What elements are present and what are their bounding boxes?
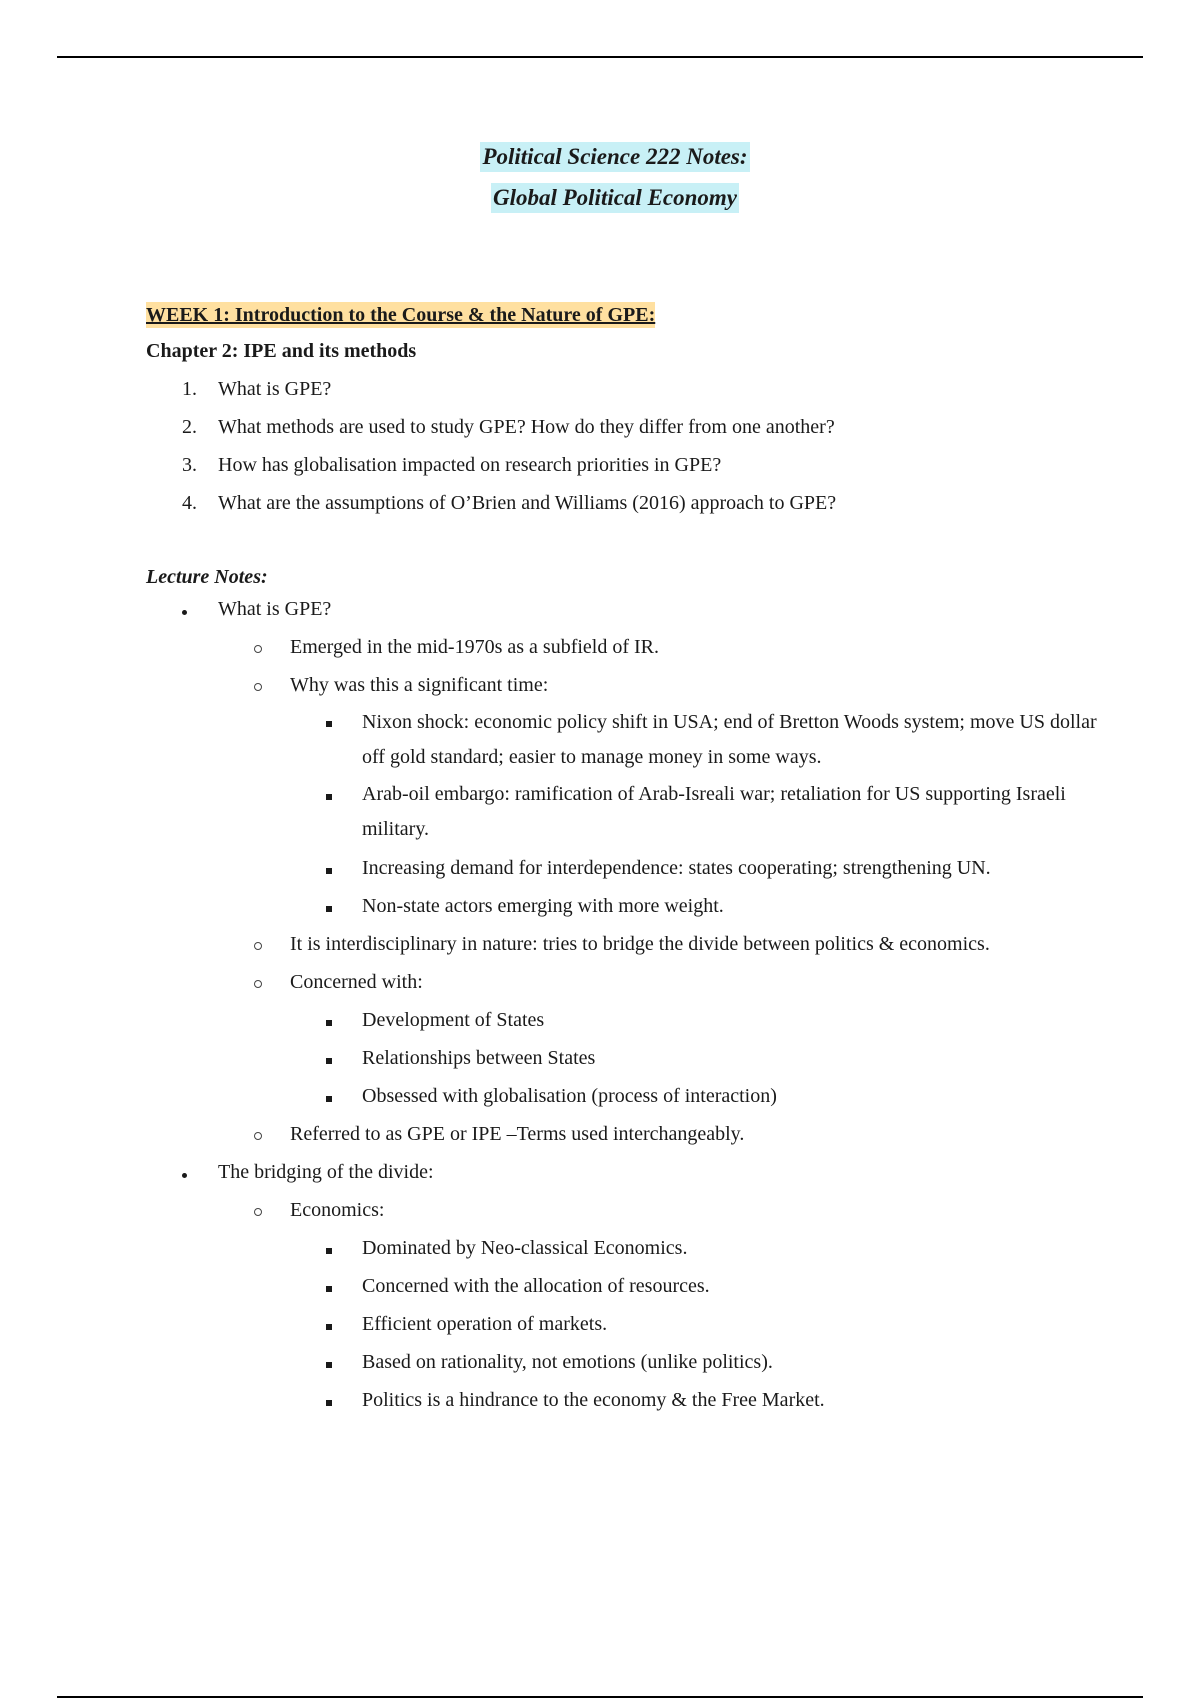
list-item: Concerned with the allocation of resources.	[218, 1267, 1106, 1305]
header-rule	[57, 56, 1143, 58]
list-item: Referred to as GPE or IPE –Terms used interchangeably.	[146, 1115, 1106, 1153]
question-item: 1. What is GPE?	[182, 378, 332, 400]
bullet-circle-icon	[254, 942, 262, 950]
list-item: Non-state actors emerging with more weight.	[218, 887, 1106, 925]
list-item: Concerned with: Development of States Relationships between States Obsessed with globalisation (process of interaction)	[146, 963, 1106, 1115]
bullet-circle-icon	[254, 1208, 262, 1216]
list-item: Development of States	[218, 1001, 1106, 1039]
sub-list	[218, 1191, 1106, 1419]
bullet-square-icon	[326, 1324, 332, 1330]
sub-sub-list	[218, 1229, 1106, 1419]
list-item: Based on rationality, not emotions (unlike politics).	[218, 1343, 1106, 1381]
title-line-1: Political Science 222 Notes:	[480, 142, 749, 172]
chapter-heading: Chapter 2: IPE and its methods	[146, 340, 417, 362]
sub-sub-list	[218, 1001, 1106, 1115]
footer-rule	[57, 1696, 1143, 1698]
bullet-square-icon	[326, 1020, 332, 1026]
list-item: Dominated by Neo-classical Economics.	[218, 1229, 1106, 1267]
sub-sub-list	[218, 704, 1106, 925]
bullet-square-icon	[326, 1058, 332, 1064]
bullet-circle-icon	[254, 683, 262, 691]
list-item: Relationships between States	[218, 1039, 1106, 1077]
list-item: Arab-oil embargo: ramification of Arab-Isreali war; retaliation for US supporting Israeli military.	[218, 777, 1106, 849]
list-item: Politics is a hindrance to the economy & the Free Market.	[218, 1381, 1106, 1419]
bullet-square-icon	[326, 868, 332, 874]
bullet-circle-icon	[254, 645, 262, 653]
document-title	[0, 142, 1200, 224]
bullet-square-icon	[326, 1286, 332, 1292]
list-item: It is interdisciplinary in nature: tries to bridge the divide between politics & economics.	[146, 925, 1106, 963]
bullet-square-icon	[326, 794, 332, 800]
bullet-square-icon	[326, 1248, 332, 1254]
title-line-2: Global Political Economy	[491, 183, 739, 213]
lecture-notes-list	[146, 590, 1106, 1419]
document-body	[146, 302, 1106, 1419]
list-item: What is GPE? Emerged in the mid-1970s as a subfield of IR. Why was this a significant time: Nixon shock: economic policy shift in USA; end of Bretton Woods system; move US dollar off gold standard; easier to manage money in some ways. Arab-oil embargo: ramification of Arab-Isreali war; retaliation for US supporting Israeli military. Increasing demand for interdependence: states cooperating; strengthening UN. Non-state actors emerging with more weight. It is interdisciplinary in nature: tries to bridge the divide between politics & economics. Concerned with: Development of States Relationships between States Obsessed with globalisation (process of interaction) Referred to as GPE or IPE –Terms used interchangeably.	[146, 590, 1106, 1153]
list-item: The bridging of the divide: Economics: Dominated by Neo-classical Economics. Concerned with the allocation of resources. Efficient operation of markets. Based on rationality, not emotions (unlike politics). Politics is a hindrance to the economy & the Free Market.	[146, 1153, 1106, 1419]
list-item: Increasing demand for interdependence: states cooperating; strengthening UN.	[218, 849, 1106, 887]
bullet-square-icon	[326, 721, 332, 727]
bullet-dot-icon	[182, 610, 187, 615]
list-item: Nixon shock: economic policy shift in USA; end of Bretton Woods system; move US dollar off gold standard; easier to manage money in some ways.	[218, 704, 1106, 777]
question-item: 2. What methods are used to study GPE? How do they differ from one another?	[182, 416, 835, 438]
bullet-square-icon	[326, 906, 332, 912]
bullet-circle-icon	[254, 980, 262, 988]
bullet-circle-icon	[254, 1132, 262, 1140]
lecture-notes-heading: Lecture Notes:	[146, 566, 268, 588]
bullet-dot-icon	[182, 1173, 187, 1178]
question-item: 4. What are the assumptions of O’Brien and Williams (2016) approach to GPE?	[182, 492, 837, 514]
week-heading: WEEK 1: Introduction to the Course & the Nature of GPE:	[146, 304, 656, 326]
list-item: Emerged in the mid-1970s as a subfield of IR.	[146, 628, 1106, 666]
sub-list	[218, 628, 1106, 1153]
question-list	[146, 376, 1106, 528]
list-item: Obsessed with globalisation (process of interaction)	[218, 1077, 1106, 1115]
list-item: Economics: Dominated by Neo-classical Economics. Concerned with the allocation of resources. Efficient operation of markets. Based on rationality, not emotions (unlike politics). Politics is a hindrance to the economy & the Free Market.	[146, 1191, 1106, 1419]
list-item: Efficient operation of markets.	[218, 1305, 1106, 1343]
bullet-square-icon	[326, 1096, 332, 1102]
question-item: 3. How has globalisation impacted on research priorities in GPE?	[182, 454, 722, 476]
bullet-square-icon	[326, 1362, 332, 1368]
bullet-square-icon	[326, 1400, 332, 1406]
list-item: Why was this a significant time: Nixon shock: economic policy shift in USA; end of Bretton Woods system; move US dollar off gold standard; easier to manage money in some ways. Arab-oil embargo: ramification of Arab-Isreali war; retaliation for US supporting Israeli military. Increasing demand for interdependence: states cooperating; strengthening UN. Non-state actors emerging with more weight.	[146, 666, 1106, 925]
